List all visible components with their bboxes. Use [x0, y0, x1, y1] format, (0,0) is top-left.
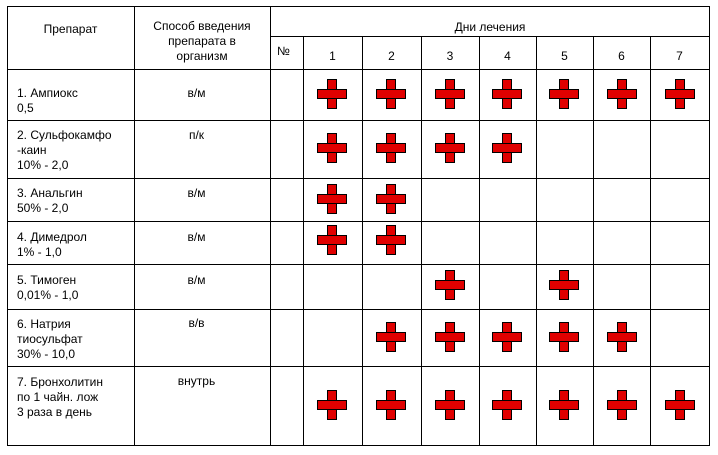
red-cross-icon	[376, 79, 406, 109]
red-cross-icon	[435, 322, 465, 352]
red-cross-icon	[376, 390, 406, 420]
red-cross-icon	[435, 270, 465, 300]
drug-cell: 3. Анальгин 50% - 2,0	[17, 186, 83, 215]
header-route: Способ введения препарата в организм	[153, 19, 251, 63]
header-days-title: Дни лечения	[454, 20, 526, 34]
red-cross-icon	[376, 225, 406, 255]
red-cross-icon	[549, 322, 579, 352]
red-cross-icon	[549, 270, 579, 300]
red-cross-icon	[665, 390, 695, 420]
day-label: 3	[446, 49, 454, 63]
drug-cell: 7. Бронхолитин по 1 чайн. лож 3 раза в день	[17, 375, 103, 419]
drug-cell: 2. Сульфокамфо -каин 10% - 2,0	[17, 128, 112, 172]
drug-cell: 1. Ампиокс 0,5	[17, 86, 78, 115]
red-cross-icon	[435, 133, 465, 163]
red-cross-icon	[376, 133, 406, 163]
drug-cell: 6. Натрия тиосульфат 30% - 10,0	[17, 317, 83, 361]
red-cross-icon	[376, 184, 406, 214]
red-cross-icon	[317, 79, 347, 109]
drug-cell: 5. Тимоген 0,01% - 1,0	[17, 273, 79, 302]
day-label: 2	[388, 49, 395, 63]
red-cross-icon	[549, 390, 579, 420]
red-cross-icon	[317, 184, 347, 214]
day-label: 1	[329, 49, 336, 63]
route-cell: в/м	[187, 230, 206, 244]
red-cross-icon	[376, 322, 406, 352]
route-cell: в/м	[187, 186, 206, 200]
red-cross-icon	[435, 79, 465, 109]
red-cross-icon	[607, 322, 637, 352]
red-cross-icon	[607, 390, 637, 420]
day-label: 5	[561, 49, 568, 63]
red-cross-icon	[317, 390, 347, 420]
red-cross-icon	[492, 390, 522, 420]
red-cross-icon	[435, 390, 465, 420]
red-cross-icon	[492, 133, 522, 163]
route-cell: в/м	[187, 273, 206, 287]
route-cell: в/в	[188, 316, 205, 330]
red-cross-icon	[317, 225, 347, 255]
drug-cell: 4. Димедрол 1% - 1,0	[17, 230, 87, 259]
red-cross-icon	[492, 322, 522, 352]
route-cell: в/м	[187, 86, 206, 100]
red-cross-icon	[317, 133, 347, 163]
header-number: №	[277, 44, 290, 58]
day-label: 6	[618, 49, 625, 63]
red-cross-icon	[607, 79, 637, 109]
red-cross-icon	[665, 79, 695, 109]
red-cross-icon	[492, 79, 522, 109]
day-label: 7	[676, 49, 683, 63]
red-cross-icon	[549, 79, 579, 109]
route-cell: п/к	[188, 128, 205, 142]
route-cell: внутрь	[177, 374, 216, 388]
header-drug: Препарат	[43, 22, 98, 36]
day-label: 4	[504, 49, 511, 63]
